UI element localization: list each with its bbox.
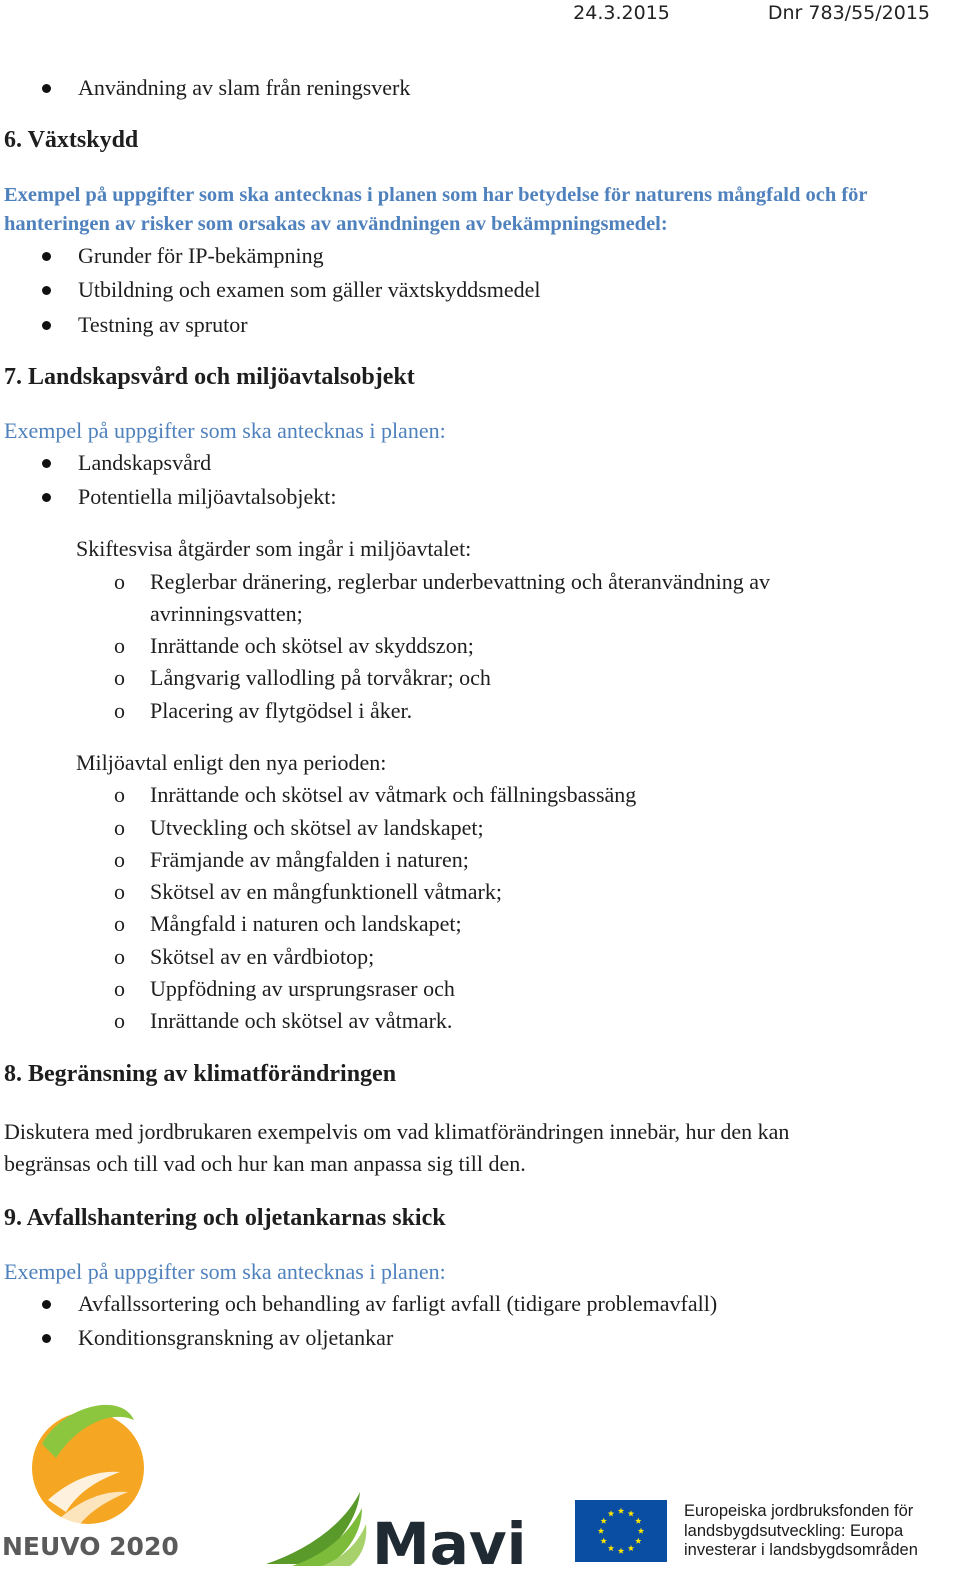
sub-bullet-icon: o [114,847,125,872]
section-9-intro: Exempel på uppgifter som ska antecknas i planen: [4,1259,446,1284]
bullet-icon [42,1300,51,1309]
sub-item-text: Placering av flytgödsel i åker. [150,698,413,723]
section-8-text-line2: begränsas och till vad och hur kan man anpassa sig till den. [4,1151,526,1176]
bullet-icon [42,1334,51,1343]
section-8-text-line1: Diskutera med jordbrukaren exempelvis om vad klimatförändringen innebär, hur den kan [4,1119,790,1144]
bullet-icon [42,493,51,502]
bullet-icon [42,252,51,261]
bullet-icon [42,286,51,295]
page-header [573,0,930,26]
sub-item-text: Uppfödning av ursprungsraser och [150,976,455,1001]
list-item-text: Användning av slam från reningsverk [78,75,411,100]
sub-item-text: Inrättande och skötsel av våtmark och fällningsbassäng [150,782,637,807]
bullet-icon [42,84,51,93]
list-item-text: Potentiella miljöavtalsobjekt: [78,484,337,509]
eu-text-line3: investerar i landsbygdsområden [684,1541,918,1559]
sub-bullet-icon: o [114,944,125,969]
list-item-text: Konditionsgranskning av oljetankar [78,1325,394,1350]
sub-bullet-icon: o [114,911,125,936]
sub-bullet-icon: o [114,1008,125,1033]
sub-bullet-icon: o [114,569,125,594]
mavi-logo [262,1488,527,1578]
sub-item-text: Långvarig vallodling på torvåkrar; och [150,665,491,690]
section-6-intro-line2: hanteringen av risker som orsakas av användningen av bekämpningsmedel: [4,213,668,235]
list-item-text: Avfallssortering och behandling av farligt avfall (tidigare problemavfall) [78,1291,718,1316]
group-1-title: Skiftesvisa åtgärder som ingår i miljöavtalet: [76,536,472,561]
mavi-logo-text: Mavi [372,1510,527,1578]
section-6-heading: 6. Växtskydd [4,127,139,153]
sub-item-text: Mångfald i naturen och landskapet; [150,911,462,936]
sub-bullet-icon: o [114,665,125,690]
header-date: 24.3.2015 [573,2,670,24]
sub-item-text: Inrättande och skötsel av skyddszon; [150,633,474,658]
eu-text [684,1502,918,1561]
sub-item-text: Främjande av mångfalden i naturen; [150,847,469,872]
sub-item-text: Inrättande och skötsel av våtmark. [150,1008,453,1033]
neuvo-2020-logo [0,1380,179,1584]
sub-bullet-icon: o [114,815,125,840]
eu-text-line1: Europeiska jordbruksfonden för [684,1502,914,1520]
sub-bullet-icon: o [114,698,125,723]
sub-item-text: Skötsel av en mångfunktionell våtmark; [150,879,502,904]
list-item-text: Grunder för IP-bekämpning [78,243,324,268]
sub-item-text: avrinningsvatten; [150,601,303,626]
sub-bullet-icon: o [114,633,125,658]
list-item-text: Utbildning och examen som gäller växtskyddsmedel [78,277,541,302]
sub-item-text: Utveckling och skötsel av landskapet; [150,815,484,840]
sub-item-text: Skötsel av en vårdbiotop; [150,944,375,969]
section-7-heading: 7. Landskapsvård och miljöavtalsobjekt [4,364,415,390]
sub-bullet-icon: o [114,976,125,1001]
bullet-icon [42,321,51,330]
sub-item-text: Reglerbar dränering, reglerbar underbevattning och återanvändning av [150,569,771,594]
bullet-icon [42,459,51,468]
page-footer [0,1380,960,1584]
sub-bullet-icon: o [114,782,125,807]
eu-text-line2: landsbygdsutveckling: Europa [684,1521,904,1540]
header-dnr: Dnr 783/55/2015 [767,2,930,24]
list-item-text: Landskapsvård [78,450,212,475]
eu-flag-icon [575,1500,667,1562]
section-8-heading: 8. Begränsning av klimatförändringen [4,1061,397,1087]
neuvo-logo-text: NEUVO 2020 [2,1532,179,1561]
section-6-intro-line1: Exempel på uppgifter som ska antecknas i planen som har betydelse för naturens mångfald och för [4,184,868,206]
group-2-title: Miljöavtal enligt den nya perioden: [76,750,387,775]
list-item-text: Testning av sprutor [78,312,248,337]
sub-bullet-icon: o [114,879,125,904]
section-7-intro: Exempel på uppgifter som ska antecknas i planen: [4,418,446,443]
section-9-heading: 9. Avfallshantering och oljetankarnas skick [4,1205,446,1231]
